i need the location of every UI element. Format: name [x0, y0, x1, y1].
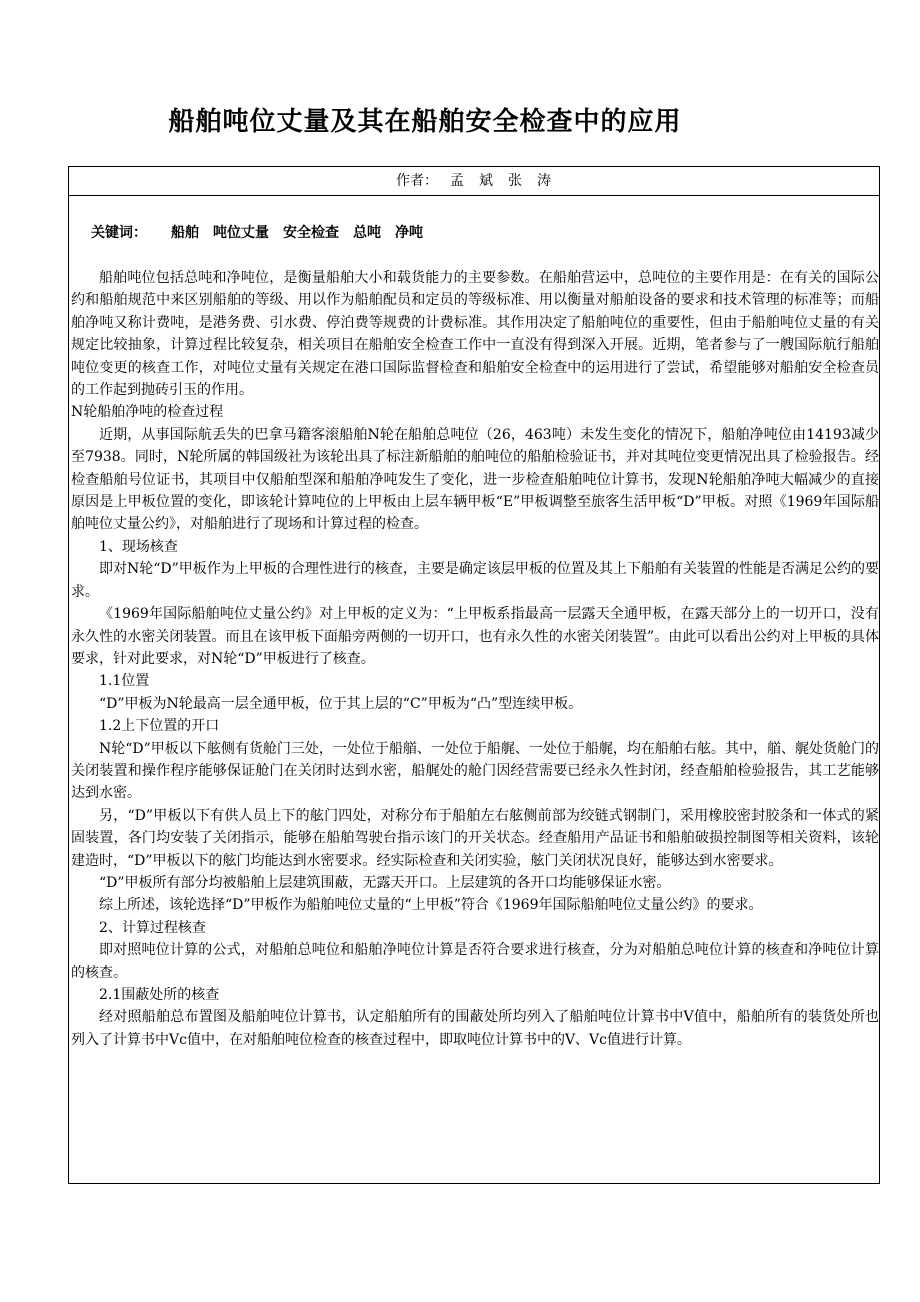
section-heading: 2、计算过程核查 — [99, 919, 206, 936]
subsection-heading: 2.1围蔽处所的核查 — [99, 987, 220, 1003]
keyword: 吨位丈量 — [213, 225, 269, 241]
intro-paragraph: 船舶吨位包括总吨和净吨位，是衡量船舶大小和载货能力的主要参数。在船舶营运中，总吨位的主要作用是：在有关的国际公约和船舶规范中来区别船舶的等级、用以作为船舶配员和定员的等级标准、用以衡量对船舶设备的要求和技术管理的标准等；而船舶净吨又称计费吨，是港务费、引水费、停泊费等规费的计费标准。其作用决定了船舶吨位的重要性，但由于船舶吨位丈量的有关规定比较抽象，计算过程比较复杂，相关项目在船舶安全检查工作中一直没有得到深入开展。近期，笔者参与了一艘国际航行船舶吨位变更的核查工作，对吨位丈量有关规定在港口国际监督检查和船舶安全检查中的运用进行了尝试，希望能够对船舶安全检查员的工作起到抛砖引玉的作用。 — [71, 270, 879, 399]
keywords-line — [91, 223, 437, 243]
body-paragraph: 即对照吨位计算的公式，对船舶总吨位和船舶净吨位计算是否符合要求进行核查，分为对船舶总吨位计算的核查和净吨位计算的核查。 — [71, 942, 879, 981]
section-heading: 1、现场核查 — [99, 538, 178, 555]
keywords-label: 关键词： — [91, 225, 147, 241]
author-row — [69, 167, 879, 196]
body-paragraph: 近期，从事国际航丢失的巴拿马籍客滚船舶N轮在船舶总吨位（26，463吨）未发生变化的情况下，船舶净吨位由14193减少至7938。同时，N轮所属的韩国级社为该轮出具了标注新船舶的舶吨位的船舶检验证书，并对其吨位变更情况出具了检验报告。经检查船舶号位证书，其项目中仅船舶型深和船舶净吨发生了变化，进一步检查船舶吨位计算书，发现N轮船舶净吨大幅减少的直接原因是上甲板位置的变化，即该轮计算吨位的上甲板由上层车辆甲板“E”甲板调整至旅客生活甲板“D”甲板。对照《1969年国际船舶吨位丈量公约》，对船舶进行了现场和计算过程的检查。 — [71, 426, 879, 533]
author-name-3: 张 — [508, 173, 523, 189]
author-name-2: 斌 — [479, 173, 494, 189]
body-paragraph: 综上所述，该轮选择“D”甲板作为船舶吨位丈量的“上甲板”符合《1969年国际船舶吨位丈量公约》的要求。 — [99, 897, 763, 914]
keyword: 船舶 — [171, 225, 199, 241]
body-paragraph: “D”甲板所有部分均被船舶上层建筑围蔽，无露天开口。上层建筑的各开口均能够保证水密。 — [99, 874, 671, 891]
author-label: 作者： — [396, 173, 438, 189]
body-paragraph: N轮“D”甲板以下舷侧有货舱门三处，一处位于船艏、一处位于船艉、一处位于船艉，均在船舶右舷。其中，艏、艉处货舱门的关闭装置和操作程序能够保证舱门在关闭时达到水密，船艉处的舱门因经营需要已经永久性封闭，经查船舶检验报告，其工艺能够达到水密。 — [71, 740, 879, 802]
body-paragraph: 《1969年国际船舶吨位丈量公约》对上甲板的定义为：“上甲板系指最高一层露天全通甲板，在露天部分上的一切开口，没有永久性的水密关闭装置。而且在该甲板下面船旁两侧的一切开口，也有永久性的水密关闭装置”。由此可以看出公约对上甲板的具体要求，针对此要求，对N轮“D”甲板进行了核查。 — [71, 606, 879, 667]
subsection-heading: 1.2上下位置的开口 — [99, 718, 220, 735]
author-name-1: 孟 — [450, 173, 465, 189]
keyword: 总吨 — [353, 225, 381, 241]
document-title: 船舶吨位丈量及其在船舶安全检查中的应用 — [168, 107, 682, 137]
body-paragraph: “D”甲板为N轮最高一层全通甲板，位于其上层的“C”甲板为“凸”型连续甲板。 — [99, 695, 583, 712]
keyword: 安全检查 — [283, 225, 339, 241]
body-paragraph: 即对N轮“D”甲板作为上甲板的合理性进行的核查，主要是确定该层甲板的位置及其上下船舶有关装置的性能是否满足公约的要求。 — [71, 561, 879, 600]
keyword: 净吨 — [395, 225, 423, 241]
author-name-4: 涛 — [537, 173, 552, 189]
subsection-heading: 1.1位置 — [99, 673, 150, 690]
article-frame — [68, 166, 880, 1184]
body-paragraph: 另，“D”甲板以下有供人员上下的舷门四处，对称分布于船舶左右舷侧前部为绞链式钢制门，采用橡胶密封胶条和一体式的紧固装置，各门均安装了关闭指示，能够在船舶驾驶台指示该门的开关状态。经查船用产品证书和船舶破损控制图等相关资料，该轮建造时，“D”甲板以下的舷门均能达到水密要求。经实际检查和关闭实验，舷门关闭状况良好，能够达到水密要求。 — [71, 807, 879, 869]
section-heading: N轮船舶净吨的检查过程 — [71, 404, 224, 421]
article-body — [71, 267, 879, 1051]
body-paragraph: 经对照船舶总布置图及船舶吨位计算书，认定船舶所有的围蔽处所均列入了船舶吨位计算书中V值中，船舶所有的装货处所也列入了计算书中Vc值中，在对船舶吨位检查的核查过程中，即取吨位计算书中的V、Vc值进行计算。 — [71, 1009, 879, 1048]
